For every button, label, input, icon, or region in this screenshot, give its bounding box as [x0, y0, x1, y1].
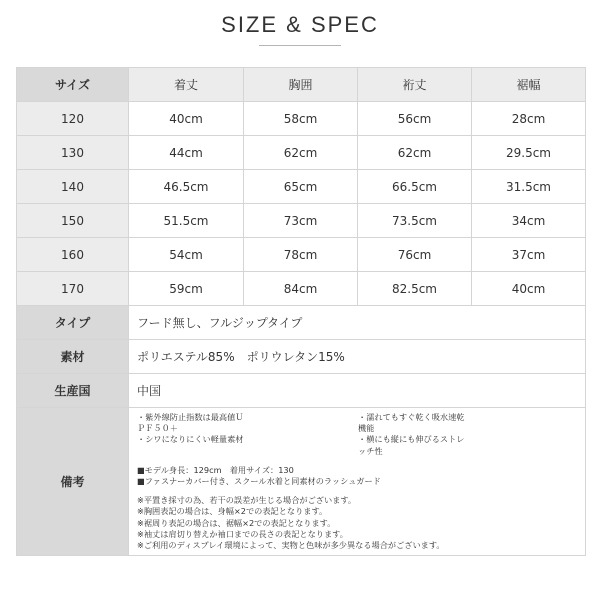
chest-cell: 84cm — [244, 272, 358, 306]
length-cell: 59cm — [129, 272, 244, 306]
model-line: ■モデル身長：129cm 着用サイズ：130 — [137, 464, 294, 475]
table-row — [17, 170, 586, 204]
chest-cell: 73cm — [244, 204, 358, 238]
material-label: 素材 — [17, 340, 129, 374]
header-sleeve: 裄丈 — [358, 68, 472, 102]
feature-item: ・横にも縦にも伸びるストレッチ性 — [358, 434, 465, 456]
size-cell: 160 — [17, 238, 129, 272]
size-cell: 140 — [17, 170, 129, 204]
hem-cell: 40cm — [472, 272, 586, 306]
sleeve-cell: 62cm — [358, 136, 472, 170]
sleeve-cell: 82.5cm — [358, 272, 472, 306]
type-value: フード無し、フルジップタイプ — [129, 306, 586, 340]
caution-line: ※裾周り表記の場合は、裾幅×2での表記となります。 — [137, 517, 336, 528]
chest-cell: 65cm — [244, 170, 358, 204]
sleeve-cell: 73.5cm — [358, 204, 472, 238]
size-cell: 170 — [17, 272, 129, 306]
sleeve-cell: 76cm — [358, 238, 472, 272]
hem-cell: 34cm — [472, 204, 586, 238]
header-length: 着丈 — [129, 68, 244, 102]
header-chest: 胸囲 — [244, 68, 358, 102]
origin-value: 中国 — [129, 374, 586, 408]
feature-item: ・シワになりにくい軽量素材 — [137, 434, 244, 445]
hem-cell: 31.5cm — [472, 170, 586, 204]
sleeve-cell: 56cm — [358, 102, 472, 136]
hem-cell: 37cm — [472, 238, 586, 272]
header-size: サイズ — [17, 68, 129, 102]
size-cell: 120 — [17, 102, 129, 136]
chest-cell: 78cm — [244, 238, 358, 272]
hem-cell: 29.5cm — [472, 136, 586, 170]
spec-row-type — [17, 306, 586, 340]
header-hem: 裾幅 — [472, 68, 586, 102]
length-cell: 46.5cm — [129, 170, 244, 204]
notes-content — [129, 408, 586, 556]
caution-line: ※胸囲表記の場合は、身幅×2での表記となります。 — [137, 506, 328, 517]
model-line: ■ファスナーカバー付き、スクール水着と同素材のラッシュガード — [137, 476, 381, 487]
page-title: SIZE & SPEC — [221, 12, 379, 37]
origin-label: 生産国 — [17, 374, 129, 408]
sleeve-cell: 66.5cm — [358, 170, 472, 204]
chest-cell: 58cm — [244, 102, 358, 136]
spec-row-notes — [17, 408, 586, 556]
size-cell: 150 — [17, 204, 129, 238]
caution-line: ※袖丈は肩切り替えか袖口までの長さの表記となります。 — [137, 528, 348, 539]
table-row — [17, 204, 586, 238]
table-row — [17, 238, 586, 272]
length-cell: 44cm — [129, 136, 244, 170]
material-value: ポリエステル85% ポリウレタン15% — [129, 340, 586, 374]
title-underline — [259, 45, 341, 46]
chest-cell: 62cm — [244, 136, 358, 170]
feature-column-left — [137, 412, 358, 457]
size-cell: 130 — [17, 136, 129, 170]
spec-row-origin — [17, 374, 586, 408]
hem-cell: 28cm — [472, 102, 586, 136]
caution-line: ※ご利用のディスプレイ環境によって、実物と色味が多少異なる場合がございます。 — [137, 540, 445, 551]
notes-label: 備考 — [17, 408, 129, 556]
table-row — [17, 102, 586, 136]
table-header-row — [17, 68, 586, 102]
caution-line: ※平置き採寸の為、若干の誤差が生じる場合がございます。 — [137, 495, 357, 506]
feature-column-right — [358, 412, 579, 457]
length-cell: 54cm — [129, 238, 244, 272]
feature-item: ・濡れてもすぐ乾く吸水速乾機能 — [358, 412, 465, 434]
table-row — [17, 136, 586, 170]
spec-row-material — [17, 340, 586, 374]
feature-list — [137, 412, 579, 457]
size-spec-table — [16, 67, 586, 556]
length-cell: 40cm — [129, 102, 244, 136]
feature-item: ・紫外線防止指数は最高値ＵＰＦ５０＋ — [137, 412, 244, 434]
table-row — [17, 272, 586, 306]
length-cell: 51.5cm — [129, 204, 244, 238]
type-label: タイプ — [17, 306, 129, 340]
caution-list — [137, 495, 579, 551]
model-info — [137, 465, 579, 487]
